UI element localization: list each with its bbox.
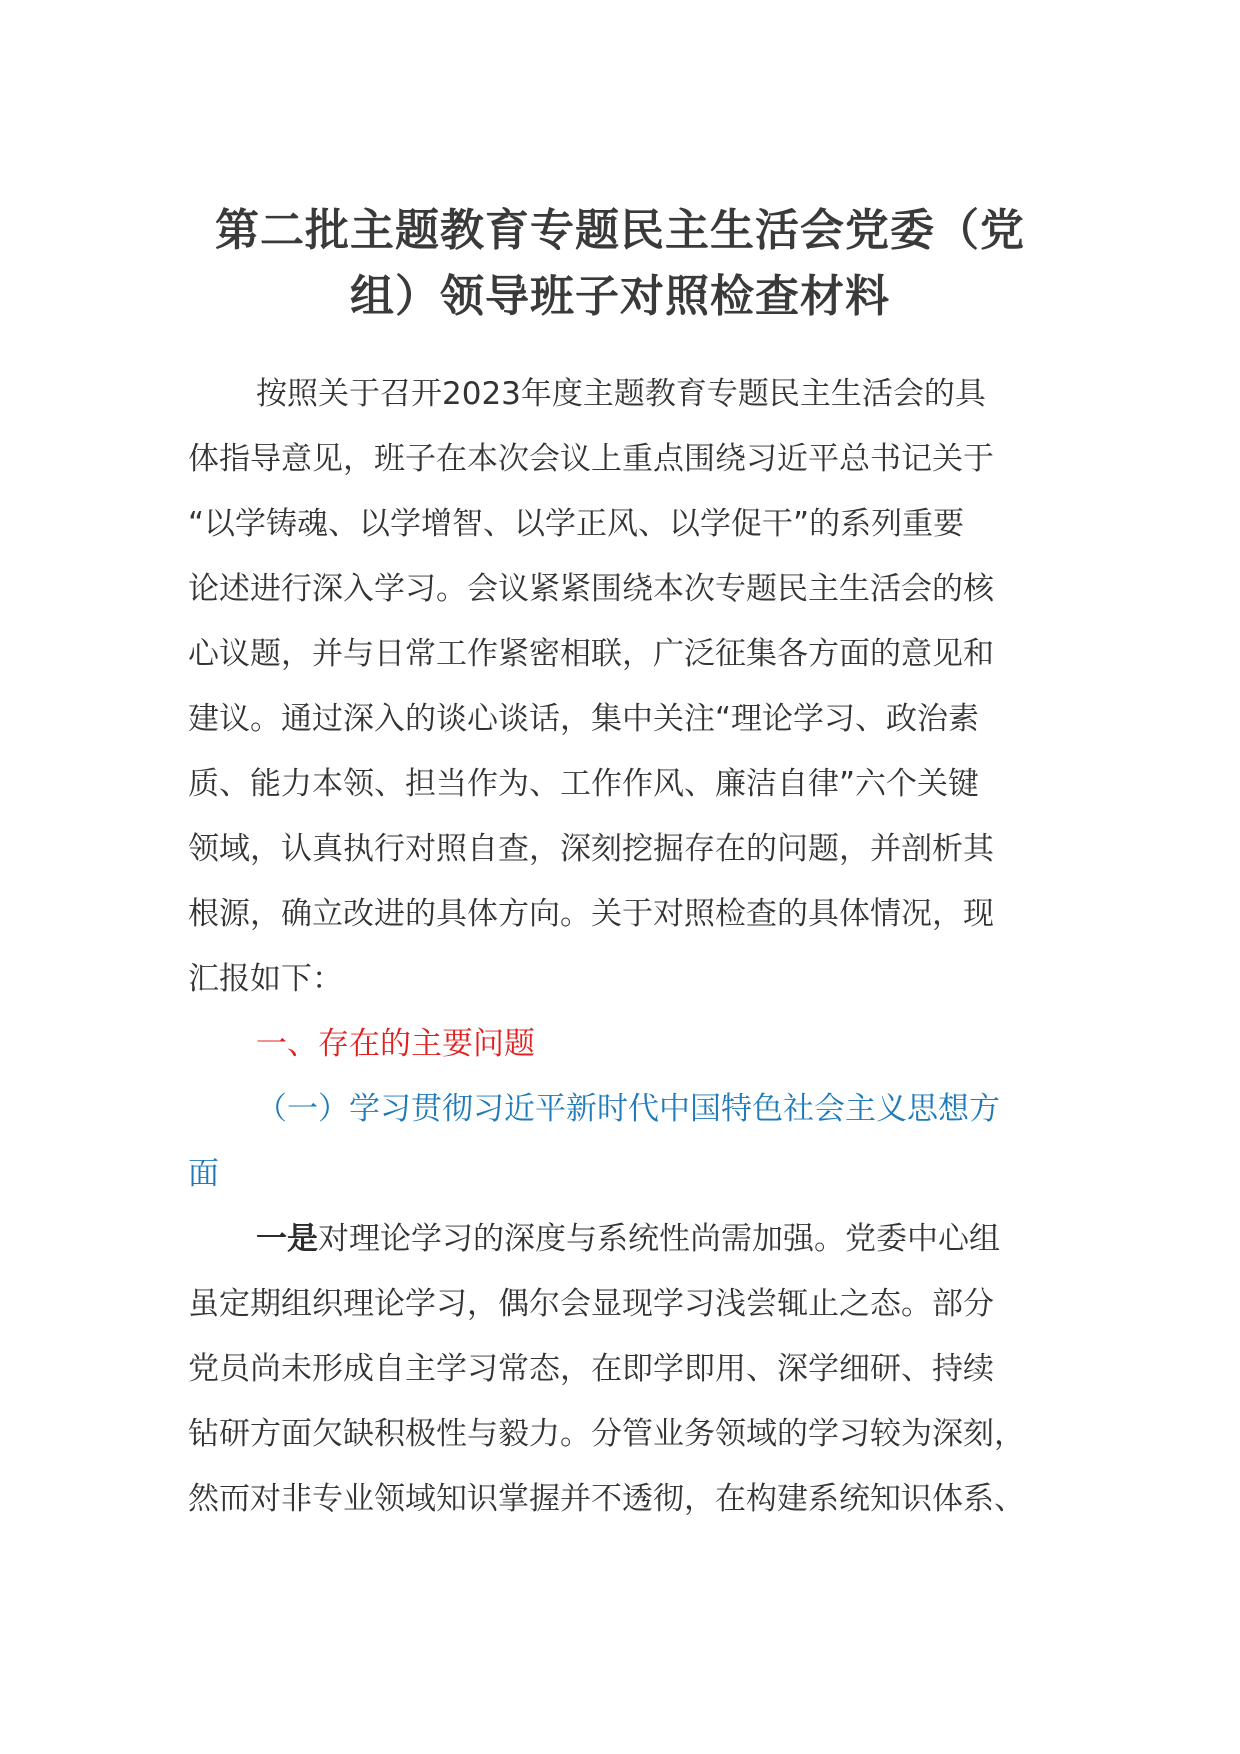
intro-line: “以学铸魂、以学增智、以学正风、以学促干”的系列重要 (188, 506, 965, 542)
subsection-heading-line: （一）学习贯彻习近平新时代中国特色社会主义思想方 (256, 1091, 1000, 1127)
intro-line: 质、能力本领、担当作为、工作作风、廉洁自律”六个关键 (188, 766, 980, 802)
intro-paragraph (188, 362, 1088, 1012)
intro-line: 根源，确立改进的具体方向。关于对照检查的具体情况，现 (188, 896, 994, 932)
point-line (188, 1207, 1088, 1272)
subsection-heading (188, 1077, 1088, 1207)
point-line: 然而对非专业领域知识掌握并不透彻，在构建系统知识体系、 (188, 1481, 1025, 1517)
title-line-1: 第二批主题教育专题民主生活会党委（党 (215, 205, 1025, 256)
point-line: 虽定期组织理论学习，偶尔会显现学习浅尝辄止之态。部分 (188, 1286, 994, 1322)
intro-line: 建议。通过深入的谈心谈话，集中关注“理论学习、政治素 (188, 701, 980, 737)
section-heading: 一、存在的主要问题 (256, 1026, 535, 1062)
intro-line: 体指导意见，班子在本次会议上重点围绕习近平总书记关于 (188, 441, 994, 477)
intro-line: 心议题，并与日常工作紧密相联，广泛征集各方面的意见和 (188, 636, 994, 672)
intro-line: 汇报如下： (188, 961, 343, 997)
point-lead: 一是 (256, 1221, 318, 1257)
point-line: 党员尚未形成自主学习常态，在即学即用、深学细研、持续 (188, 1351, 994, 1387)
intro-line: 论述进行深入学习。会议紧紧围绕本次专题民主生活会的核 (188, 571, 994, 607)
intro-line: 领域，认真执行对照自查，深刻挖掘存在的问题，并剖析其 (188, 831, 994, 867)
point-one-paragraph (188, 1207, 1088, 1532)
title-line-2: 组）领导班子对照检查材料 (350, 271, 890, 322)
document-title (190, 198, 1050, 330)
document-body (188, 362, 1088, 1532)
point-line: 钻研方面欠缺积极性与毅力。分管业务领域的学习较为深刻， (188, 1416, 1025, 1452)
intro-line: 按照关于召开2023年度主题教育专题民主生活会的具 (256, 376, 986, 412)
point-text: 对理论学习的深度与系统性尚需加强。党委中心组 (318, 1221, 1000, 1257)
subsection-heading-line: 面 (188, 1156, 219, 1192)
